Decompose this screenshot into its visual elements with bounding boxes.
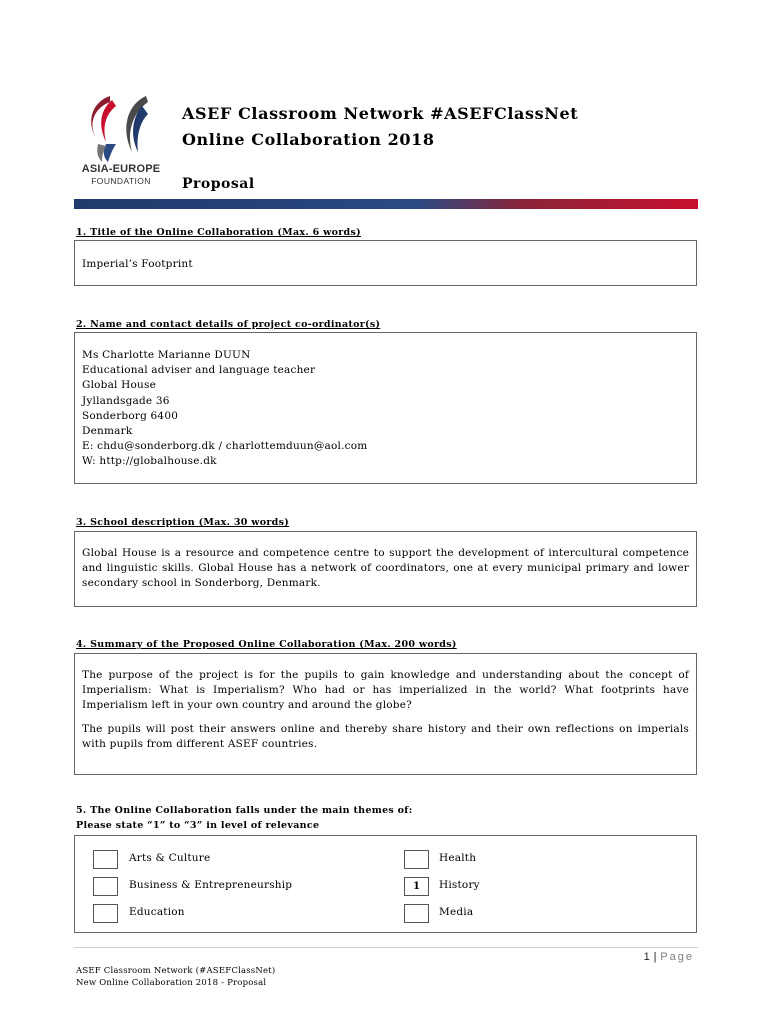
coordinator-role: Educational adviser and language teacher — [82, 364, 316, 377]
coordinator-street: Jyllandsgade 36 — [82, 394, 170, 407]
page-number — [644, 951, 694, 963]
section-3-box[interactable] — [74, 531, 697, 607]
theme-checkbox-history[interactable]: 1 — [404, 877, 429, 896]
theme-label-media: Media — [439, 906, 474, 918]
section-1-line: Imperial’s Footprint — [82, 258, 193, 270]
theme-checkbox-media[interactable] — [404, 904, 429, 923]
coordinator-email: E: chdu@sonderborg.dk / charlottemduun@aol.com — [82, 440, 368, 453]
coordinator-website: W: http://globalhouse.dk — [82, 455, 217, 468]
logo-name-line1: ASIA-EUROPE — [81, 163, 161, 175]
section-4-heading: 4. Summary of the Proposed Online Collaboration (Max. 200 words) — [76, 639, 457, 650]
logo-name-line2: FOUNDATION — [91, 176, 151, 186]
footer-divider — [74, 947, 698, 948]
theme-label-business: Business & Entrepreneurship — [129, 879, 293, 891]
theme-label-education: Education — [129, 906, 185, 918]
summary-paragraph-2: The pupils will post their answers online and thereby share history and their own reflections on imperials with pupils from different ASEF countries. — [82, 722, 689, 750]
page-title-line2: Online Collaboration 2018 — [182, 130, 435, 149]
school-description: Global House is a resource and competence centre to support the development of intercultural competence and linguistic skills. Global House has a network of coordinators, one at every municipal primary and lower secondary school in Sonderborg, Denmark. — [82, 547, 689, 590]
section-3-heading: 3. School description (Max. 30 words) — [76, 517, 290, 528]
theme-checkbox-education[interactable] — [93, 904, 118, 923]
page-number-value: 1 — [643, 951, 651, 963]
footer-line-1: ASEF Classroom Network (#ASEFClassNet) — [76, 966, 276, 976]
footer-line-2: New Online Collaboration 2018 - Proposal — [76, 978, 267, 988]
section-1-box[interactable] — [74, 240, 697, 286]
section-5-heading: 5. The Online Collaboration falls under the main themes of: — [76, 805, 413, 816]
coordinator-country: Denmark — [82, 425, 133, 438]
section-5-instruction: Please state “1” to “3” in level of relevance — [76, 820, 320, 831]
theme-checkbox-arts-culture[interactable] — [93, 850, 118, 869]
theme-label-history: History — [439, 879, 480, 891]
section-4-box[interactable] — [74, 653, 697, 775]
theme-checkbox-business[interactable] — [93, 877, 118, 896]
header-color-band — [74, 199, 698, 209]
section-2-heading: 2. Name and contact details of project co-ordinator(s) — [76, 319, 381, 330]
theme-label-arts-culture: Arts & Culture — [129, 852, 211, 864]
page-number-separator: | — [653, 951, 657, 963]
themes-box — [74, 835, 697, 933]
theme-label-health: Health — [439, 852, 477, 864]
page-subtitle: Proposal — [182, 176, 255, 192]
summary-paragraph-1: The purpose of the project is for the pupils to gain knowledge and understanding about the concept of Imperialism: What is Imperialism? Who had or has imperialized in the world? What footprints have Imperialism left in your own country and around the globe? — [82, 669, 689, 712]
coordinator-organisation: Global House — [82, 379, 156, 392]
coordinator-city: Sonderborg 6400 — [82, 409, 179, 422]
page-title-line1: ASEF Classroom Network #ASEFClassNet — [182, 104, 579, 123]
coordinator-name: Ms Charlotte Marianne DUUN — [82, 349, 251, 361]
page-label: Page — [660, 951, 694, 963]
section-2-box[interactable] — [74, 332, 697, 484]
section-1-heading: 1. Title of the Online Collaboration (Max. 6 words) — [76, 227, 361, 238]
theme-checkbox-health[interactable] — [404, 850, 429, 869]
